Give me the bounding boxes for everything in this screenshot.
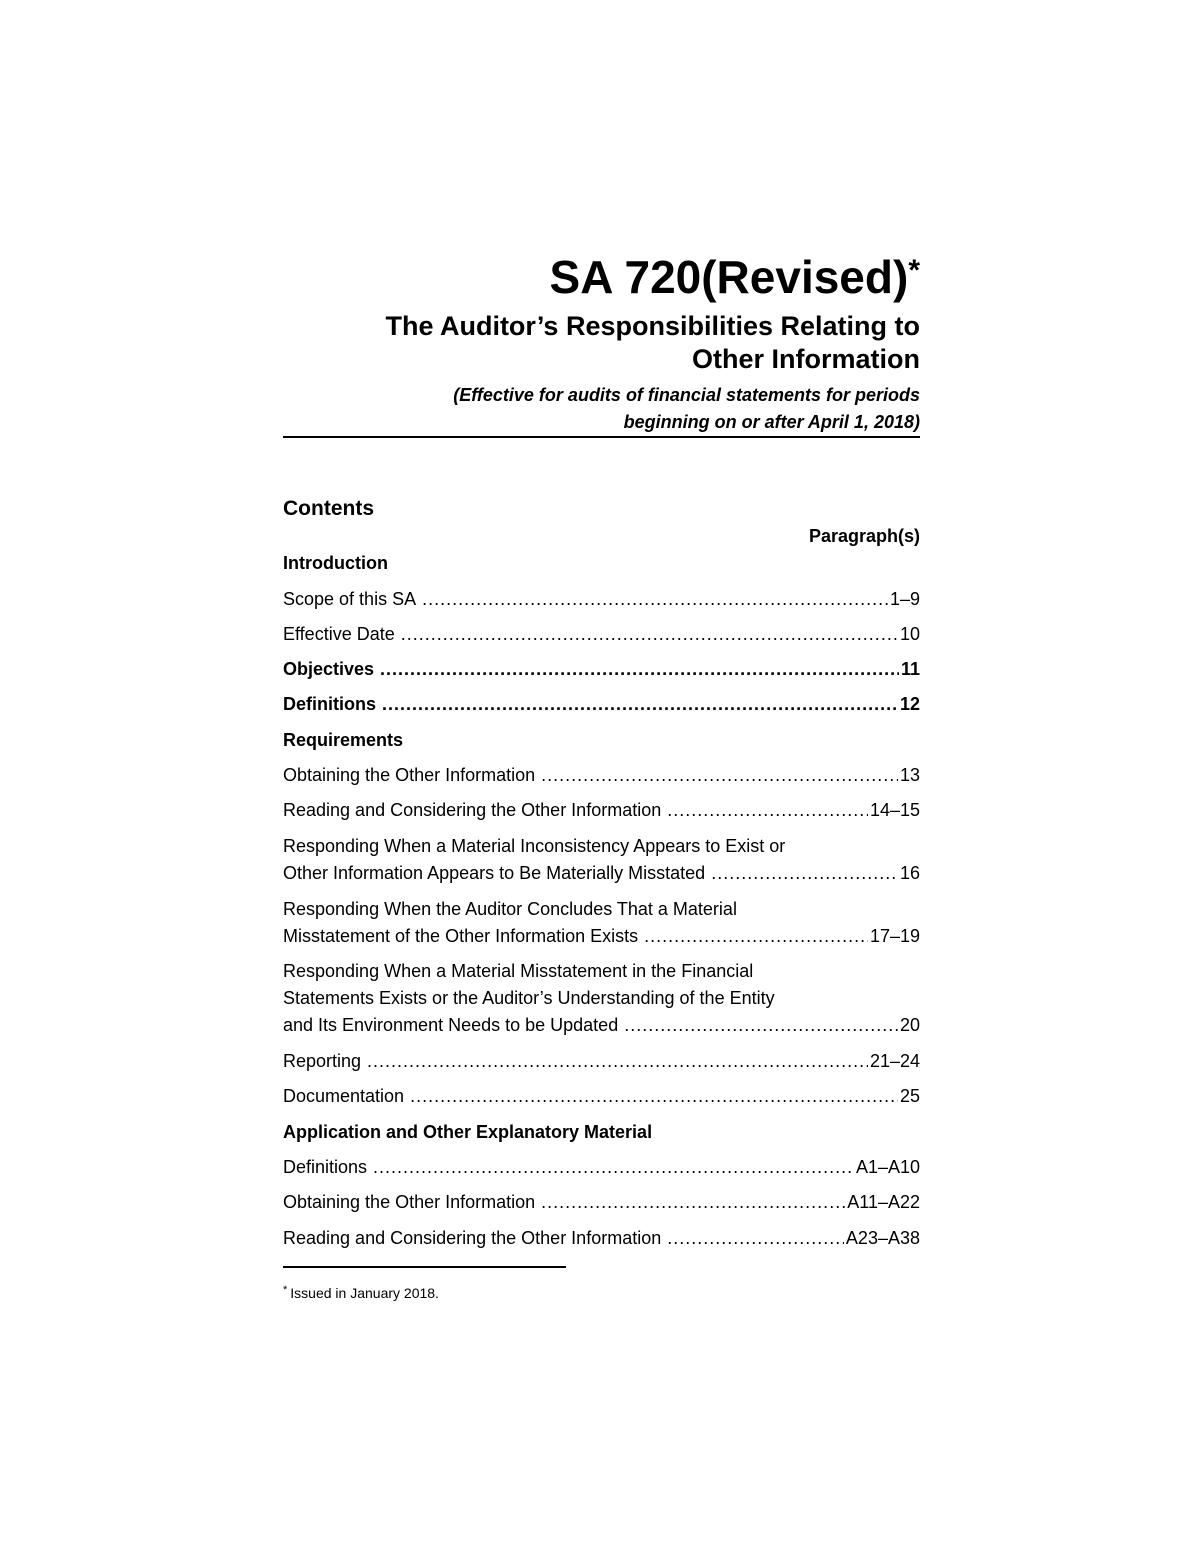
toc-entry-responding-inconsistency[interactable] xyxy=(283,833,920,887)
toc-entry-paragraphs: 17–19 xyxy=(869,926,920,946)
contents-heading: Contents xyxy=(283,497,374,520)
toc-entry-paragraphs: 1–9 xyxy=(889,589,920,609)
toc-section-requirements: Requirements xyxy=(283,730,404,750)
subtitle-line-1: The Auditor’s Responsibilities Relating to xyxy=(385,311,920,341)
toc-entry-reporting[interactable] xyxy=(283,1048,920,1075)
toc-entry-text: Definitions xyxy=(283,694,376,714)
toc-entry-paragraphs: 25 xyxy=(899,1086,920,1106)
toc-entry-paragraphs: A1–A10 xyxy=(855,1157,920,1177)
toc-entry-text: Reading and Considering the Other Information xyxy=(283,1228,662,1248)
toc-leader-dots xyxy=(541,1189,845,1216)
toc-entry-paragraphs: 13 xyxy=(899,765,920,785)
title-divider xyxy=(283,436,920,438)
toc-entry-definitions[interactable] xyxy=(283,691,920,718)
toc-leader-dots xyxy=(401,621,898,648)
paragraphs-column-header: Paragraph(s) xyxy=(808,526,920,546)
title-footnote-marker: * xyxy=(908,254,920,287)
toc-entry-documentation[interactable] xyxy=(283,1083,920,1110)
toc-entry-paragraphs: 12 xyxy=(899,694,920,714)
effective-note xyxy=(283,382,920,436)
toc-entry-text-line: Responding When a Material Misstatement in the Financial xyxy=(283,961,754,981)
toc-entry-scope[interactable] xyxy=(283,586,920,613)
toc-entry-paragraphs: A11–A22 xyxy=(847,1192,920,1212)
effective-line-1: (Effective for audits of financial statements for periods xyxy=(453,385,920,405)
toc-leader-dots xyxy=(373,1154,854,1181)
toc-entry-paragraphs: 11 xyxy=(900,659,920,679)
toc-leader-dots xyxy=(367,1048,868,1075)
footnote-marker: * xyxy=(283,1284,288,1296)
subtitle-line-2: Other Information xyxy=(692,344,920,374)
toc-entry-app-reading[interactable] xyxy=(283,1225,920,1252)
footnote-divider xyxy=(283,1266,566,1268)
toc-entry-text: Scope of this SA xyxy=(283,589,417,609)
toc-entry-effective-date[interactable] xyxy=(283,621,920,648)
toc-entry-text: Misstatement of the Other Information Exists xyxy=(283,926,639,946)
footnote-text: Issued in January 2018. xyxy=(290,1285,439,1301)
toc-leader-dots xyxy=(410,1083,898,1110)
toc-entry-text: Other Information Appears to Be Materially Misstated xyxy=(283,863,706,883)
toc-entry-text: Reading and Considering the Other Information xyxy=(283,800,662,820)
toc-entry-obtaining[interactable] xyxy=(283,762,920,789)
toc-entry-app-obtaining[interactable] xyxy=(283,1189,920,1216)
toc-leader-dots xyxy=(667,797,868,824)
toc-leader-dots xyxy=(422,586,888,613)
toc-entry-paragraphs: 20 xyxy=(899,1015,920,1035)
toc-entry-objectives[interactable] xyxy=(283,656,920,683)
toc-entry-responding-misstatement[interactable] xyxy=(283,896,920,950)
toc-leader-dots xyxy=(667,1225,844,1252)
toc-entry-text: Documentation xyxy=(283,1086,405,1106)
toc-entry-paragraphs: A23–A38 xyxy=(845,1228,920,1248)
toc-entry-text: and Its Environment Needs to be Updated xyxy=(283,1015,619,1035)
toc-leader-dots xyxy=(711,860,898,887)
toc-entry-text: Definitions xyxy=(283,1157,368,1177)
toc-leader-dots xyxy=(380,656,899,683)
toc-entry-text-line: Responding When a Material Inconsistency Appears to Exist or xyxy=(283,836,786,856)
toc-entry-paragraphs: 21–24 xyxy=(869,1051,920,1071)
toc-entry-text: Obtaining the Other Information xyxy=(283,1192,536,1212)
toc-entry-paragraphs: 16 xyxy=(899,863,920,883)
standard-title xyxy=(283,250,920,304)
toc-entry-text-line: Responding When the Auditor Concludes That a Material xyxy=(283,899,737,919)
toc-leader-dots xyxy=(624,1012,898,1039)
toc-entry-paragraphs: 10 xyxy=(899,624,920,644)
standard-number: SA 720(Revised) xyxy=(549,251,909,303)
toc-entry-text-line: Statements Exists or the Auditor’s Understanding of the Entity xyxy=(283,988,775,1008)
toc-entry-text: Objectives xyxy=(283,659,375,679)
toc-entry-paragraphs: 14–15 xyxy=(869,800,920,820)
toc-leader-dots xyxy=(541,762,898,789)
standard-subtitle xyxy=(283,310,920,376)
toc-entry-text: Effective Date xyxy=(283,624,395,644)
toc-section-introduction: Introduction xyxy=(283,553,388,573)
title-block xyxy=(283,250,920,436)
toc-section-application: Application and Other Explanatory Material xyxy=(283,1122,653,1142)
toc-entry-app-definitions[interactable] xyxy=(283,1154,920,1181)
toc-entry-text: Reporting xyxy=(283,1051,362,1071)
toc-entry-reading[interactable] xyxy=(283,797,920,824)
effective-line-2: beginning on or after April 1, 2018) xyxy=(623,412,920,432)
toc-leader-dots xyxy=(382,691,898,718)
toc-entry-responding-financial[interactable] xyxy=(283,958,920,1039)
footnote xyxy=(283,1283,439,1303)
toc-entry-text: Obtaining the Other Information xyxy=(283,765,536,785)
toc-leader-dots xyxy=(644,923,868,950)
